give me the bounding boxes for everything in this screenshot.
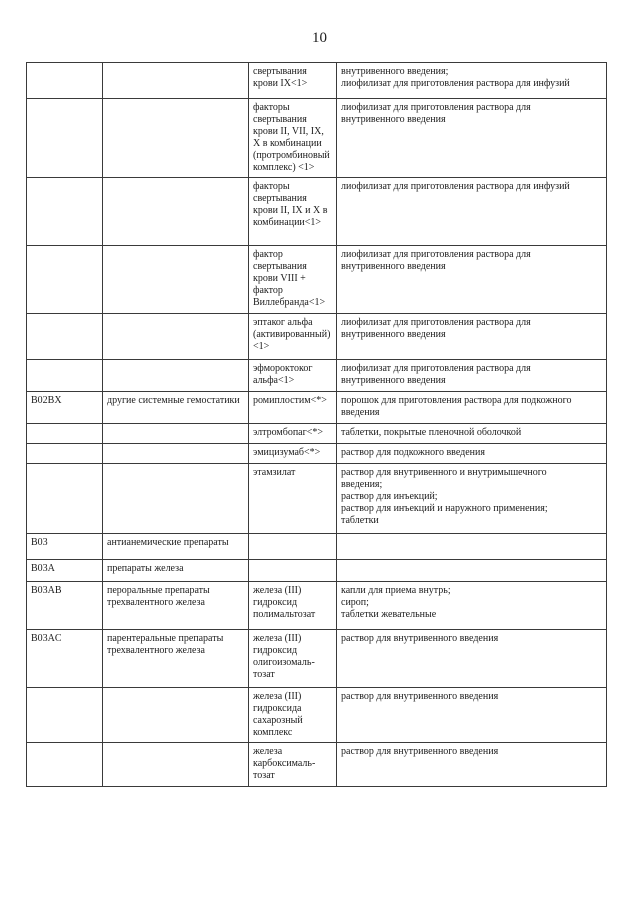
drug-name-cell: железа (III) гидроксида сахарозный комплекс bbox=[249, 688, 337, 743]
dosage-forms-cell: раствор для подкожного введения bbox=[337, 444, 607, 464]
drug-name-cell: железа (III) гидроксид полимальтозат bbox=[249, 582, 337, 630]
dosage-forms-cell: лиофилизат для приготовления раствора для внутривенного введения bbox=[337, 246, 607, 314]
drug-name-cell: фактор свертывания крови VIII + фактор Виллебранда<1> bbox=[249, 246, 337, 314]
table-row bbox=[27, 444, 607, 464]
atc-code-cell: B03A bbox=[27, 560, 103, 582]
dosage-forms-cell: капли для приема внутрь; сироп; таблетки жевательные bbox=[337, 582, 607, 630]
drug-name-cell: железа (III) гидроксид олигоизомаль- тозат bbox=[249, 630, 337, 688]
drug-name-cell: ромиплостим<*> bbox=[249, 392, 337, 424]
table-row bbox=[27, 392, 607, 424]
atc-group-cell bbox=[103, 444, 249, 464]
drug-name-cell: эфмороктоког альфа<1> bbox=[249, 360, 337, 392]
atc-code-cell: B03 bbox=[27, 534, 103, 560]
atc-code-cell bbox=[27, 444, 103, 464]
page-number: 10 bbox=[312, 30, 327, 46]
dosage-forms-cell: раствор для внутривенного введения bbox=[337, 630, 607, 688]
dosage-forms-cell: внутривенного введения; лиофилизат для приготовления раствора для инфузий bbox=[337, 63, 607, 99]
atc-code-cell: B02BX bbox=[27, 392, 103, 424]
table-row bbox=[27, 178, 607, 246]
atc-code-cell bbox=[27, 246, 103, 314]
drug-table bbox=[26, 62, 607, 787]
atc-group-cell bbox=[103, 743, 249, 787]
drug-table-body bbox=[27, 63, 607, 787]
atc-code-cell: B03AC bbox=[27, 630, 103, 688]
table-row bbox=[27, 534, 607, 560]
dosage-forms-cell: лиофилизат для приготовления раствора для внутривенного введения bbox=[337, 99, 607, 178]
atc-group-cell bbox=[103, 464, 249, 534]
drug-name-cell: железа карбоксималь- тозат bbox=[249, 743, 337, 787]
dosage-forms-cell: лиофилизат для приготовления раствора для внутривенного введения bbox=[337, 314, 607, 360]
dosage-forms-cell bbox=[337, 534, 607, 560]
table-row bbox=[27, 630, 607, 688]
table-row bbox=[27, 464, 607, 534]
atc-code-cell bbox=[27, 360, 103, 392]
dosage-forms-cell: раствор для внутривенного и внутримышечного введения; раствор для инъекций; раствор для инъекций и наружного применения; таблетки bbox=[337, 464, 607, 534]
atc-code-cell bbox=[27, 99, 103, 178]
dosage-forms-cell: порошок для приготовления раствора для подкожного введения bbox=[337, 392, 607, 424]
table-row bbox=[27, 246, 607, 314]
table-row bbox=[27, 560, 607, 582]
atc-code-cell bbox=[27, 743, 103, 787]
table-row bbox=[27, 424, 607, 444]
atc-group-cell bbox=[103, 63, 249, 99]
dosage-forms-cell: лиофилизат для приготовления раствора для инфузий bbox=[337, 178, 607, 246]
atc-code-cell bbox=[27, 63, 103, 99]
drug-name-cell: этамзилат bbox=[249, 464, 337, 534]
atc-code-cell bbox=[27, 424, 103, 444]
drug-name-cell: свертывания крови IX<1> bbox=[249, 63, 337, 99]
atc-group-cell: другие системные гемостатики bbox=[103, 392, 249, 424]
drug-name-cell bbox=[249, 534, 337, 560]
atc-code-cell bbox=[27, 464, 103, 534]
table-row bbox=[27, 99, 607, 178]
table-row bbox=[27, 360, 607, 392]
atc-group-cell bbox=[103, 99, 249, 178]
atc-group-cell bbox=[103, 688, 249, 743]
dosage-forms-cell bbox=[337, 560, 607, 582]
atc-group-cell bbox=[103, 360, 249, 392]
atc-group-cell: пероральные препараты трехвалентного железа bbox=[103, 582, 249, 630]
table-row bbox=[27, 314, 607, 360]
dosage-forms-cell: раствор для внутривенного введения bbox=[337, 743, 607, 787]
atc-group-cell bbox=[103, 178, 249, 246]
atc-code-cell bbox=[27, 688, 103, 743]
drug-name-cell: факторы свертывания крови II, IX и X в комбинации<1> bbox=[249, 178, 337, 246]
atc-group-cell bbox=[103, 246, 249, 314]
drug-name-cell: эмицизумаб<*> bbox=[249, 444, 337, 464]
table-row bbox=[27, 688, 607, 743]
drug-name-cell bbox=[249, 560, 337, 582]
dosage-forms-cell: раствор для внутривенного введения bbox=[337, 688, 607, 743]
atc-group-cell: препараты железа bbox=[103, 560, 249, 582]
dosage-forms-cell: лиофилизат для приготовления раствора для внутривенного введения bbox=[337, 360, 607, 392]
atc-group-cell: антианемические препараты bbox=[103, 534, 249, 560]
atc-code-cell: B03AB bbox=[27, 582, 103, 630]
atc-group-cell bbox=[103, 424, 249, 444]
atc-code-cell bbox=[27, 314, 103, 360]
dosage-forms-cell: таблетки, покрытые пленочной оболочкой bbox=[337, 424, 607, 444]
table-row bbox=[27, 743, 607, 787]
drug-name-cell: эптаког альфа (активированный) <1> bbox=[249, 314, 337, 360]
drug-name-cell: элтромбопаг<*> bbox=[249, 424, 337, 444]
atc-code-cell bbox=[27, 178, 103, 246]
drug-name-cell: факторы свертывания крови II, VII, IX, X в комбинации (протромбиновый комплекс) <1> bbox=[249, 99, 337, 178]
atc-group-cell: парентеральные препараты трехвалентного железа bbox=[103, 630, 249, 688]
atc-group-cell bbox=[103, 314, 249, 360]
table-row bbox=[27, 63, 607, 99]
table-row bbox=[27, 582, 607, 630]
